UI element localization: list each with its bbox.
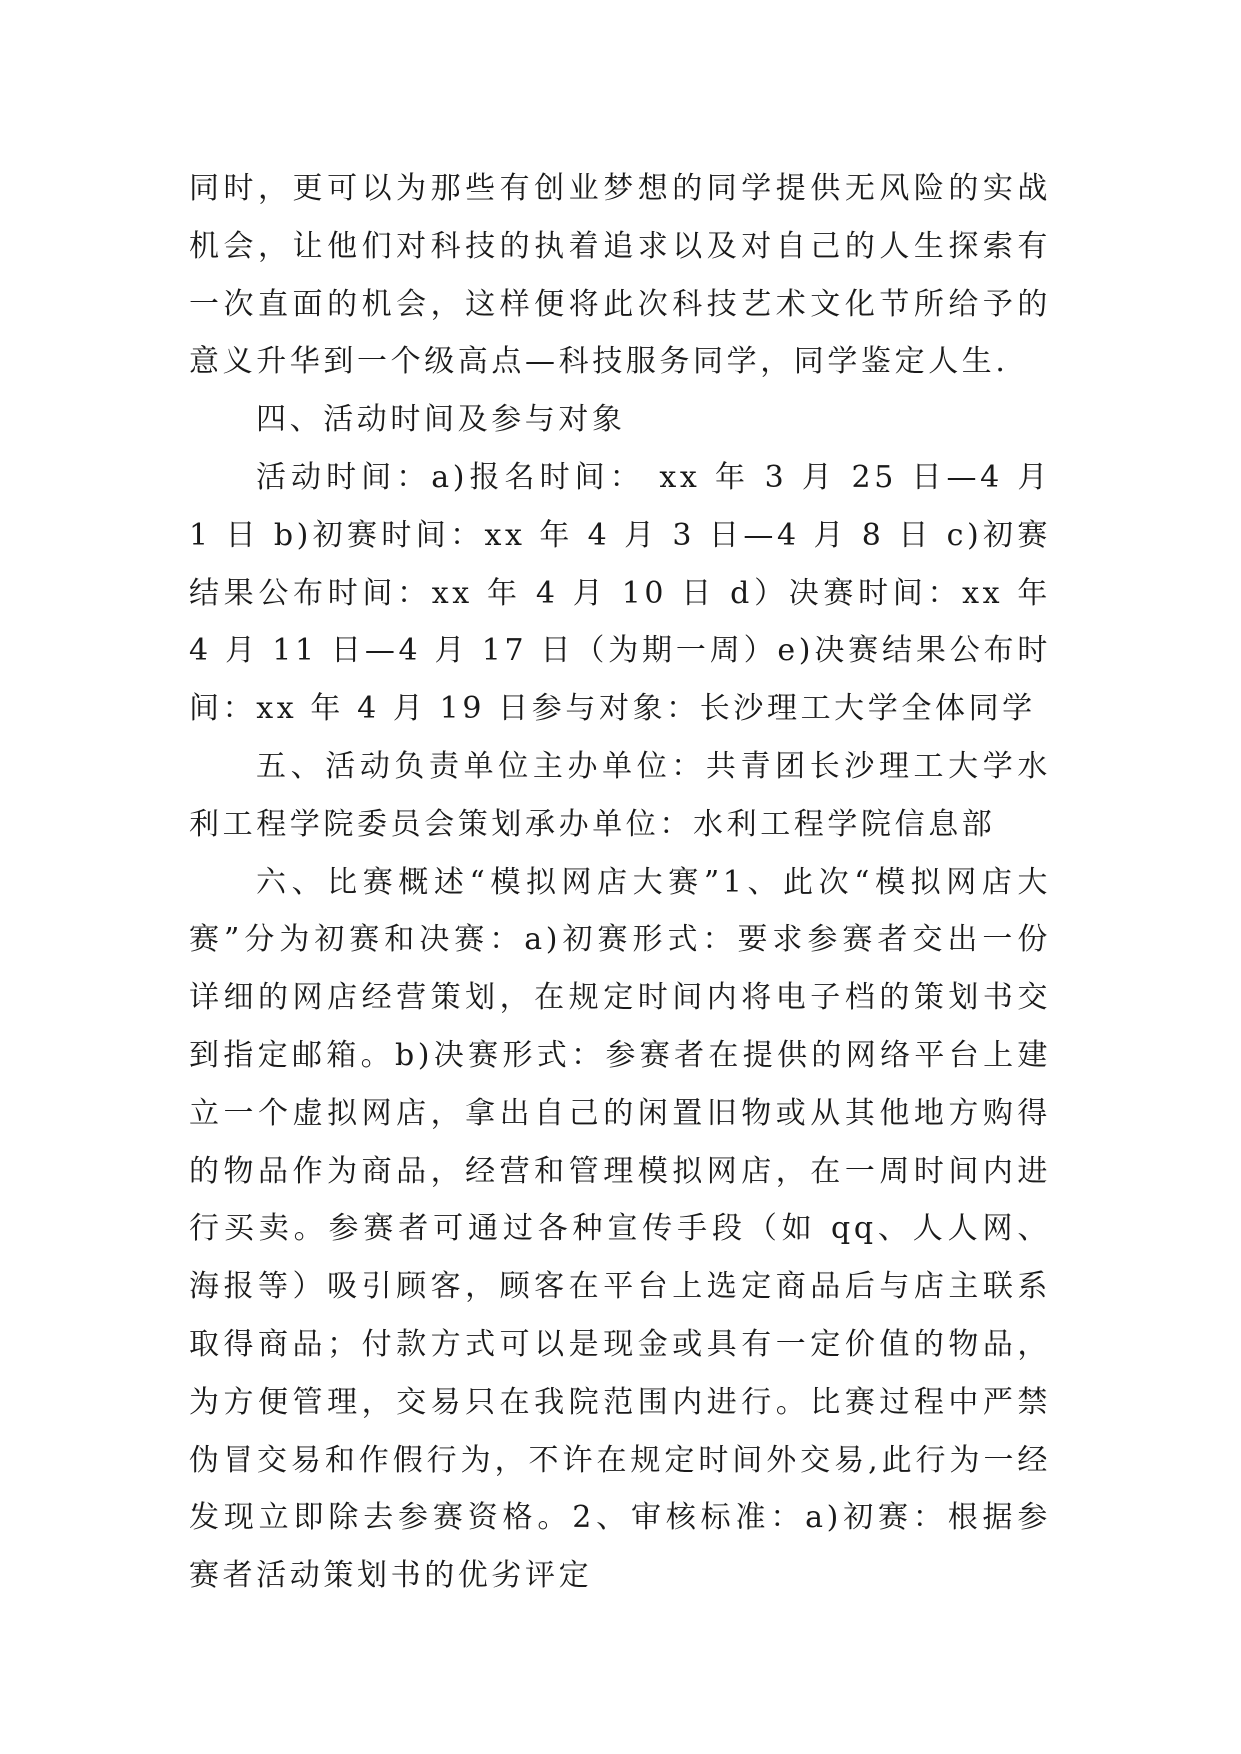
paragraph-intro: 同时，更可以为那些有创业梦想的同学提供无风险的实战机会，让他们对科技的执着追求以及对自己的人生探索有一次直面的机会，这样便将此次科技艺术文化节所给予的意义升华到一个级高点—科技服务同学，同学鉴定人生. (189, 171, 1051, 380)
section-heading-activity-time: 四、活动时间及参与对象 (256, 402, 626, 438)
paragraph-activity-time: 活动时间：a)报名时间： xx 年 3 月 25 日—4 月 1 日 b)初赛时间：xx 年 4 月 3 日—4 月 8 日 c)初赛结果公布时间：xx 年 4 月 10 日 d）决赛时间：xx 年 4 月 11 日—4 月 17 日（为期一周）e)决赛结果公布时间：xx 年 4 月 19 日参与对象：长沙理工大学全体同学 (189, 459, 1051, 727)
document-body (189, 160, 1051, 1605)
paragraph-organizers: 五、活动负责单位主办单位：共青团长沙理工大学水利工程学院委员会策划承办单位：水利工程学院信息部 (189, 748, 1051, 842)
paragraph-competition-overview: 六、比赛概述“模拟网店大赛”1、此次“模拟网店大赛”分为初赛和决赛：a)初赛形式：要求参赛者交出一份详细的网店经营策划，在规定时间内将电子档的策划书交到指定邮箱。b)决赛形式：参赛者在提供的网络平台上建立一个虚拟网店，拿出自己的闲置旧物或从其他地方购得的物品作为商品，经营和管理模拟网店，在一周时间内进行买卖。参赛者可通过各种宣传手段（如 qq、人人网、海报等）吸引顾客，顾客在平台上选定商品后与店主联系取得商品；付款方式可以是现金或具有一定价值的物品，为方便管理，交易只在我院范围内进行。比赛过程中严禁伪冒交易和作假行为，不许在规定时间外交易,此行为一经发现立即除去参赛资格。2、审核标准：a)初赛：根据参赛者活动策划书的优劣评定 (189, 864, 1051, 1594)
